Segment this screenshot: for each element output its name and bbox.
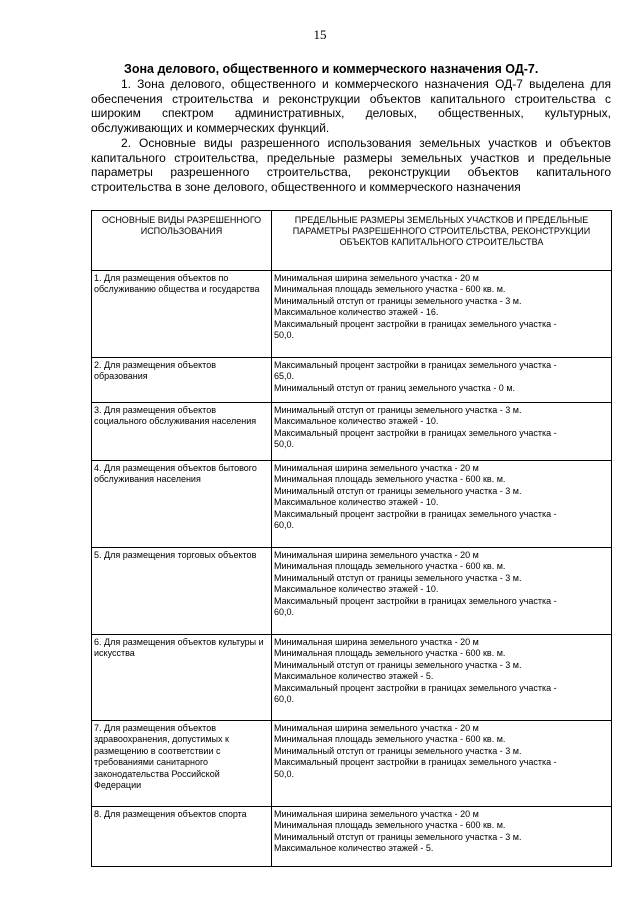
paragraph-2: 2. Основные виды разрешенного использования земельных участков и объектов капитального строительства, предельные размеры земельных участков и предельные параметры разрешенного строительства, реконструкции объектов капитального строительства в зоне делового, общественного и коммерческого назначения [91, 135, 611, 194]
use-type-label: 8. Для размещения объектов спорта [94, 809, 247, 819]
parameter-line: Минимальная площадь земельного участка - 600 кв. м. [274, 474, 506, 485]
header-parameters: ПРЕДЕЛЬНЫЕ РАЗМЕРЫ ЗЕМЕЛЬНЫХ УЧАСТКОВ И ПРЕДЕЛЬНЫЕ ПАРАМЕТРЫ РАЗРЕШЕННОГО СТРОИТЕЛЬСТВА, РЕКОНСТРУКЦИИ ОБЪЕКТОВ КАПИТАЛЬНОГО СТРОИТЕЛЬСТВА [272, 211, 612, 271]
parameter-line: 60,0. [274, 694, 295, 705]
parameter-line: Минимальная ширина земельного участка - 20 м [274, 273, 479, 283]
parameter-line: Минимальная ширина земельного участка - 20 м [274, 637, 479, 647]
header-use-types: ОСНОВНЫЕ ВИДЫ РАЗРЕШЕННОГО ИСПОЛЬЗОВАНИЯ [92, 211, 272, 271]
paragraph-1: 1. Зона делового, общественного и коммерческого назначения ОД-7 выделена для обеспечения строительства и реконструкции объектов капитального строительства с широким спектром административных, деловых, общественных, культурных, обслуживающих и коммерческих функций. [91, 77, 611, 136]
use-type-label: 5. Для размещения торговых объектов [94, 550, 257, 560]
parameter-line: 50,0. [274, 768, 295, 779]
parameter-line: 65,0. [274, 371, 295, 382]
use-type-cell [92, 271, 272, 358]
parameter-line: Минимальная площадь земельного участка - 600 кв. м. [274, 561, 506, 572]
text-block [91, 62, 611, 195]
use-type-label: 7. Для размещения объектов здравоохранения, допустимых к размещению в соответствии с требованиями санитарного законодательства Российской Федерации [94, 723, 229, 791]
use-type-label: 6. Для размещения объектов культуры и искусства [94, 637, 264, 659]
parameter-line: 60,0. [274, 520, 295, 531]
parameter-line: Максимальный процент застройки в границах земельного участка - [274, 318, 557, 329]
parameter-line: Максимальное количество этажей - 16. [274, 307, 439, 318]
use-type-cell [92, 461, 272, 548]
parameter-line: Минимальная ширина земельного участка - 20 м [274, 809, 479, 819]
parameter-line: Максимальный процент застройки в границах земельного участка - [274, 360, 557, 370]
parameter-line: Минимальная площадь земельного участка - 600 кв. м. [274, 648, 506, 659]
parameter-line: Максимальное количество этажей - 10. [274, 497, 439, 508]
table-row [92, 807, 612, 867]
table-row [92, 635, 612, 721]
parameter-line: Максимальный процент застройки в границах земельного участка - [274, 427, 557, 438]
use-type-cell [92, 403, 272, 461]
parameter-line: Минимальная ширина земельного участка - 20 м [274, 463, 479, 473]
use-type-cell [92, 635, 272, 721]
parameter-line: Минимальный отступ от границы земельного участка - 3 м. [274, 485, 522, 496]
use-type-cell [92, 807, 272, 867]
use-type-label: 2. Для размещения объектов образования [94, 360, 216, 382]
parameter-line: Минимальный отступ от границы земельного участка - 3 м. [274, 831, 522, 842]
parameters-cell [272, 271, 612, 358]
parameter-line: Минимальный отступ от границы земельного участка - 3 м. [274, 572, 522, 583]
parameter-line: Максимальное количество этажей - 10. [274, 416, 439, 427]
table-header-row [92, 211, 612, 271]
table-body [92, 271, 612, 867]
parameter-line: Максимальный процент застройки в границах земельного участка - [274, 508, 557, 519]
parameter-line: Максимальное количество этажей - 5. [274, 671, 434, 682]
parameter-line: Минимальный отступ от границы земельного участка - 3 м. [274, 295, 522, 306]
parameter-line: Минимальный отступ от границ земельного участка - 0 м. [274, 382, 516, 393]
parameter-line: Минимальная площадь земельного участка - 600 кв. м. [274, 284, 506, 295]
table-row [92, 271, 612, 358]
parameter-line: Максимальное количество этажей - 5. [274, 843, 434, 854]
parameters-cell [272, 721, 612, 807]
page-number: 15 [313, 27, 327, 42]
zone-heading: Зона делового, общественного и коммерческого назначения ОД-7. [124, 62, 539, 76]
use-type-label: 4. Для размещения объектов бытового обслуживания населения [94, 463, 257, 485]
parameter-line: Минимальный отступ от границы земельного участка - 3 м. [274, 745, 522, 756]
parameter-line: Максимальный процент застройки в границах земельного участка - [274, 757, 557, 768]
parameter-line: Максимальный процент застройки в границах земельного участка - [274, 595, 557, 606]
table-row [92, 403, 612, 461]
parameter-line: Минимальный отступ от границы земельного участка - 3 м. [274, 405, 522, 415]
parameters-cell [272, 807, 612, 867]
parameters-cell [272, 635, 612, 721]
parameter-line: Максимальное количество этажей - 10. [274, 584, 439, 595]
parameters-cell [272, 403, 612, 461]
permitted-use-table [91, 210, 612, 867]
parameters-cell [272, 358, 612, 403]
parameter-line: Минимальная ширина земельного участка - 20 м [274, 550, 479, 560]
parameter-line: Максимальный процент застройки в границах земельного участка - [274, 682, 557, 693]
parameter-line: Минимальная площадь земельного участка - 600 кв. м. [274, 734, 506, 745]
parameter-line: 60,0. [274, 607, 295, 618]
parameter-line: Минимальная площадь земельного участка - 600 кв. м. [274, 820, 506, 831]
table-row [92, 358, 612, 403]
parameter-line: Минимальная ширина земельного участка - 20 м [274, 723, 479, 733]
parameter-line: 50,0. [274, 330, 295, 341]
use-type-label: 3. Для размещения объектов социального обслуживания населения [94, 405, 257, 427]
table-row [92, 721, 612, 807]
use-type-cell [92, 548, 272, 635]
parameter-line: 50,0. [274, 439, 295, 450]
parameters-cell [272, 461, 612, 548]
use-type-label: 1. Для размещения объектов по обслуживанию общества и государства [94, 273, 260, 295]
table-row [92, 548, 612, 635]
use-type-cell [92, 358, 272, 403]
table-row [92, 461, 612, 548]
parameter-line: Минимальный отступ от границы земельного участка - 3 м. [274, 659, 522, 670]
parameters-cell [272, 548, 612, 635]
use-type-cell [92, 721, 272, 807]
